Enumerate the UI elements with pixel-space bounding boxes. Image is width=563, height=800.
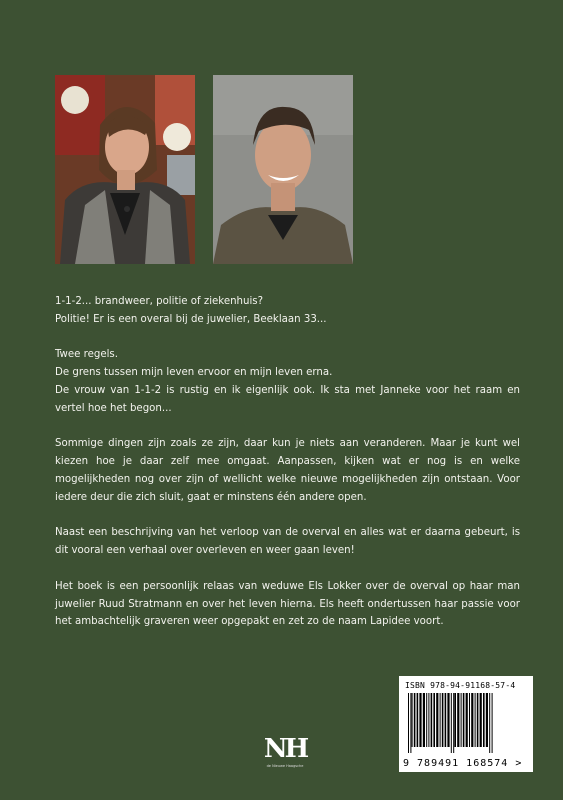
barcode-bar [454,693,456,747]
barcode-bar [445,693,447,747]
barcode-bar [419,693,421,747]
barcode-bar [428,693,429,747]
barcode-bar [453,693,454,753]
barcode-bar [414,693,416,747]
text-line: Politie! Er is een overal bij de juwelier, Beeklaan 33... [55,313,327,325]
text-line: 1-1-2... brandweer, politie of ziekenhuis? [55,296,264,307]
barcode-bar [410,693,411,753]
text-line: De grens tussen mijn leven ervoor en mijn leven erna. [55,367,333,379]
paragraph-5 [55,578,520,631]
barcode-bar [426,693,427,747]
barcode-bar [423,693,425,747]
barcode-bar [412,693,413,747]
publisher-tagline: de Nieuwe Haagsche [266,764,304,768]
barcode-bar [442,693,444,747]
barcode-bar [431,693,433,747]
barcode-bar [486,693,488,747]
isbn-barcode [399,676,533,772]
barcode-bar [417,693,419,747]
barcode-bar [483,693,485,747]
text-line: Naast een beschrijving van het verloop van de overval en alles wat er daarna gebeurt, is dit vooral een verhaal over overleven en weer gaan leven! [55,527,520,557]
barcode-bar [475,693,476,747]
publisher-logo [263,736,307,770]
text-line: Sommige dingen zijn zoals ze zijn, daar kun je niets aan veranderen. Maar je kunt wel kiezen hoe je daar zelf mee omgaat. Aanpassen, kijken wat er nog is en welke mogelijkheden nog over zijn of wellicht welke nieuwe mogelijkheden zijn ontstaan. Voor iedere deur die zich sluit, gaat er minstens één andere open. [55,438,520,503]
barcode-bar [466,693,468,747]
barcode-bar [469,693,470,747]
text-line: Twee regels. [55,349,118,361]
author-photo-woman [55,75,195,264]
publisher-logo-mark: NH [263,734,307,764]
paragraph-1 [55,293,520,329]
author-photo-man [213,75,353,264]
back-cover-text [55,293,520,649]
barcode-bar [461,693,462,747]
barcode-bar [457,693,459,747]
paragraph-2 [55,346,520,417]
barcode-bar [451,693,452,753]
barcode-bar [433,693,435,747]
barcode-bar [471,693,473,747]
text-line: De vrouw van 1-1-2 is rustig en ik eigenlijk ook. Ik sta met Janneke voor het raam en vertel hoe het begon... [55,384,520,414]
barcode-bar [480,693,482,747]
paragraph-3 [55,435,520,506]
barcode-digits: 9 789491 168574 > [403,758,523,769]
barcode-bar [489,693,490,753]
barcode-bar [492,693,493,753]
barcode-bar [477,693,479,747]
barcode-bar [463,693,465,747]
barcode-bar [440,693,441,747]
barcode-bar [408,693,409,753]
isbn-label: ISBN 978-94-91168-57-4 [405,681,516,690]
text-line: Het boek is een persoonlijk relaas van weduwe Els Lokker over de overval op haar man juwelier Ruud Stratmann en over het leven hierna. Els heeft ondertussen haar passie voor het ambachtelijk graveren weer opgepakt en zet zo de naam Lapidee voort. [55,580,520,628]
paragraph-4 [55,524,520,560]
barcode-bar [436,693,438,747]
barcode-bar [447,693,449,747]
barcode-bars [407,693,525,753]
